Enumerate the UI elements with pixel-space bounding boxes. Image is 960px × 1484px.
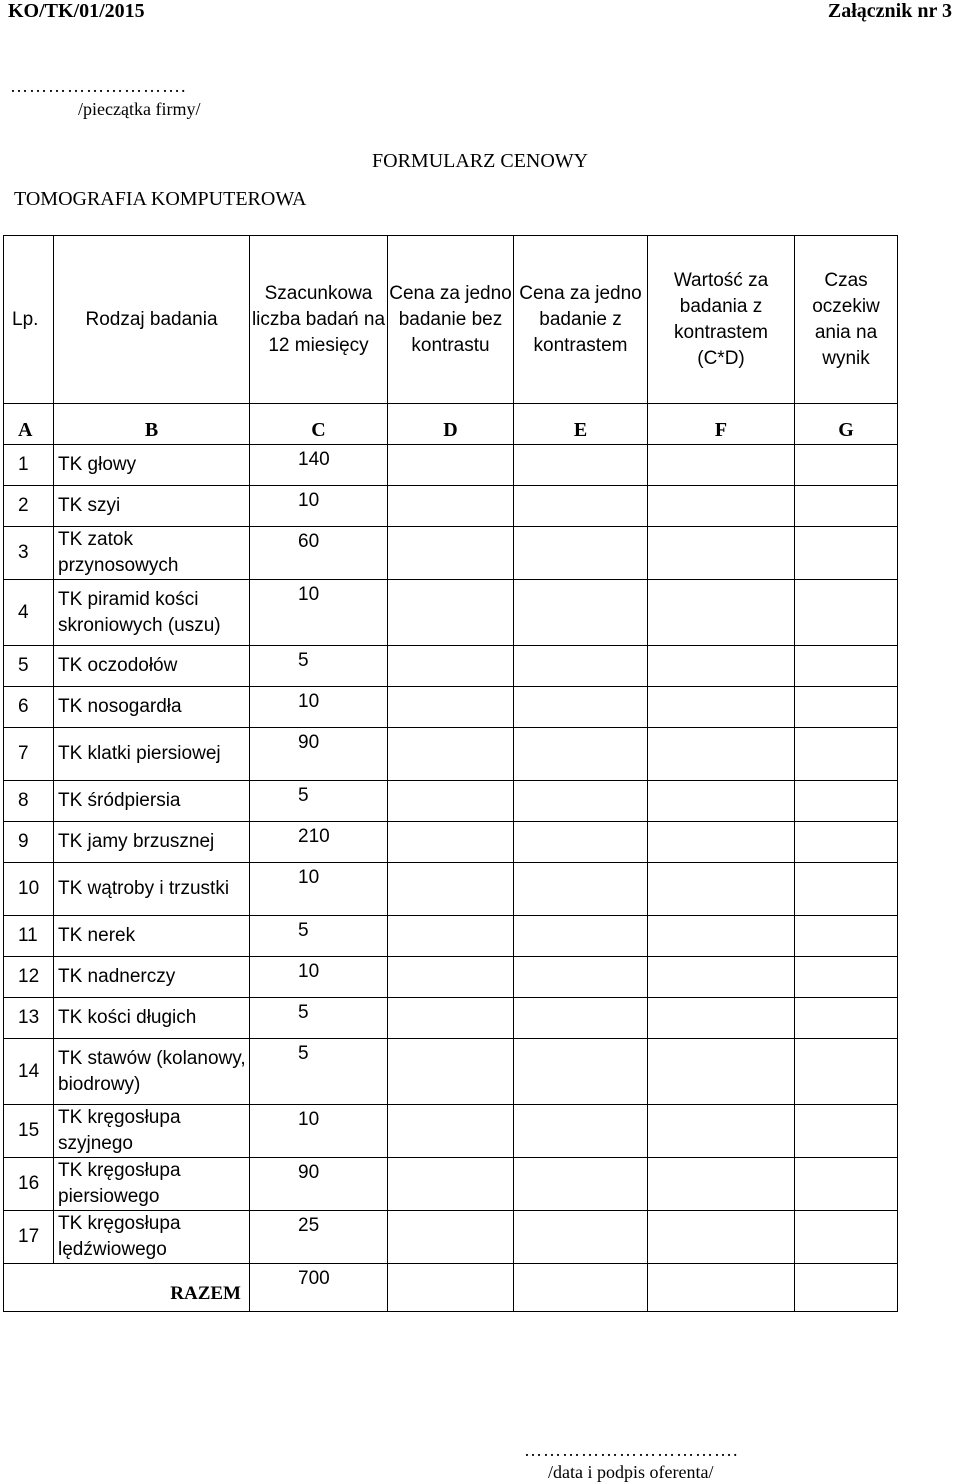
price-contrast-cell <box>514 687 648 728</box>
row-number: 14 <box>4 1039 54 1105</box>
value-cell <box>648 998 795 1039</box>
value-cell <box>648 646 795 687</box>
table-row <box>4 527 898 580</box>
price-no-contrast-cell <box>388 998 514 1039</box>
wait-time-cell <box>795 486 898 527</box>
value-cell <box>648 580 795 646</box>
row-number: 11 <box>4 916 54 957</box>
price-contrast-cell <box>514 445 648 486</box>
exam-name: TK klatki piersiowej <box>54 728 250 781</box>
exam-name: TK nadnerczy <box>54 957 250 998</box>
header-value: Wartość za badania z kontrastem (C*D) <box>648 236 795 404</box>
exam-name: TK kręgosłupa piersiowego <box>54 1158 250 1211</box>
stamp-dotted-line: ………………………. <box>10 76 187 96</box>
price-no-contrast-cell <box>388 687 514 728</box>
total-wait-time <box>795 1264 898 1312</box>
total-price-contrast <box>514 1264 648 1312</box>
exam-quantity: 25 <box>250 1211 388 1264</box>
price-no-contrast-cell <box>388 957 514 998</box>
column-letter: G <box>795 404 898 445</box>
column-letter: C <box>250 404 388 445</box>
row-number: 9 <box>4 822 54 863</box>
value-cell <box>648 957 795 998</box>
exam-quantity: 10 <box>250 687 388 728</box>
row-number: 4 <box>4 580 54 646</box>
exam-quantity: 90 <box>250 728 388 781</box>
table-row <box>4 646 898 687</box>
table-row <box>4 580 898 646</box>
price-no-contrast-cell <box>388 728 514 781</box>
value-cell <box>648 863 795 916</box>
header-lp: Lp. <box>4 236 54 404</box>
price-no-contrast-cell <box>388 863 514 916</box>
wait-time-cell <box>795 916 898 957</box>
table-row <box>4 781 898 822</box>
value-cell <box>648 1039 795 1105</box>
price-no-contrast-cell <box>388 1039 514 1105</box>
row-number: 13 <box>4 998 54 1039</box>
exam-quantity: 10 <box>250 863 388 916</box>
price-no-contrast-cell <box>388 1158 514 1211</box>
value-cell <box>648 728 795 781</box>
row-number: 6 <box>4 687 54 728</box>
header-wait-time: Czas oczekiw ania na wynik <box>795 236 898 404</box>
price-contrast-cell <box>514 957 648 998</box>
price-contrast-cell <box>514 916 648 957</box>
price-contrast-cell <box>514 646 648 687</box>
exam-quantity: 140 <box>250 445 388 486</box>
table-row <box>4 687 898 728</box>
exam-name: TK piramid kości skroniowych (uszu) <box>54 580 250 646</box>
row-number: 1 <box>4 445 54 486</box>
signature-label: /data i podpis oferenta/ <box>548 1462 714 1482</box>
price-contrast-cell <box>514 822 648 863</box>
column-letter: A <box>4 404 54 445</box>
price-no-contrast-cell <box>388 646 514 687</box>
wait-time-cell <box>795 687 898 728</box>
exam-quantity: 10 <box>250 1105 388 1158</box>
document-id: KO/TK/01/2015 <box>8 0 145 22</box>
row-number: 17 <box>4 1211 54 1264</box>
wait-time-cell <box>795 998 898 1039</box>
exam-quantity: 5 <box>250 646 388 687</box>
table-row <box>4 957 898 998</box>
stamp-label: /pieczątka firmy/ <box>78 99 201 119</box>
exam-name: TK wątroby i trzustki <box>54 863 250 916</box>
exam-quantity: 5 <box>250 781 388 822</box>
row-number: 7 <box>4 728 54 781</box>
price-no-contrast-cell <box>388 781 514 822</box>
annex-number: Załącznik nr 3 <box>827 0 952 22</box>
exam-name: TK nerek <box>54 916 250 957</box>
header-price-contrast: Cena za jedno badanie z kontrastem <box>514 236 648 404</box>
row-number: 15 <box>4 1105 54 1158</box>
wait-time-cell <box>795 445 898 486</box>
price-contrast-cell <box>514 580 648 646</box>
price-contrast-cell <box>514 1105 648 1158</box>
price-contrast-cell <box>514 1039 648 1105</box>
value-cell <box>648 1158 795 1211</box>
row-number: 8 <box>4 781 54 822</box>
exam-quantity: 90 <box>250 1158 388 1211</box>
total-price-no-contrast <box>388 1264 514 1312</box>
column-letter: F <box>648 404 795 445</box>
price-no-contrast-cell <box>388 916 514 957</box>
price-contrast-cell <box>514 1158 648 1211</box>
exam-name: TK stawów (kolanowy, biodrowy) <box>54 1039 250 1105</box>
value-cell <box>648 781 795 822</box>
table-row <box>4 1211 898 1264</box>
price-no-contrast-cell <box>388 527 514 580</box>
value-cell <box>648 527 795 580</box>
exam-name: TK oczodołów <box>54 646 250 687</box>
price-contrast-cell <box>514 728 648 781</box>
header-exam-type: Rodzaj badania <box>54 236 250 404</box>
form-title: FORMULARZ CENOWY <box>372 150 589 172</box>
row-number: 16 <box>4 1158 54 1211</box>
price-no-contrast-cell <box>388 1105 514 1158</box>
row-number: 10 <box>4 863 54 916</box>
value-cell <box>648 916 795 957</box>
value-cell <box>648 445 795 486</box>
column-letter: D <box>388 404 514 445</box>
wait-time-cell <box>795 1039 898 1105</box>
row-number: 2 <box>4 486 54 527</box>
wait-time-cell <box>795 863 898 916</box>
value-cell <box>648 486 795 527</box>
wait-time-cell <box>795 822 898 863</box>
exam-quantity: 10 <box>250 957 388 998</box>
table-row <box>4 1105 898 1158</box>
price-contrast-cell <box>514 998 648 1039</box>
signature-dotted-line: ……………………………. <box>524 1440 739 1460</box>
exam-quantity: 5 <box>250 998 388 1039</box>
row-number: 3 <box>4 527 54 580</box>
total-label: RAZEM <box>4 1264 250 1312</box>
exam-quantity: 5 <box>250 916 388 957</box>
value-cell <box>648 822 795 863</box>
table-row <box>4 863 898 916</box>
exam-name: TK jamy brzusznej <box>54 822 250 863</box>
price-contrast-cell <box>514 486 648 527</box>
wait-time-cell <box>795 580 898 646</box>
price-table <box>3 235 898 1312</box>
exam-name: TK szyi <box>54 486 250 527</box>
price-contrast-cell <box>514 781 648 822</box>
exam-quantity: 210 <box>250 822 388 863</box>
exam-name: TK kręgosłupa lędźwiowego <box>54 1211 250 1264</box>
exam-quantity: 10 <box>250 580 388 646</box>
wait-time-cell <box>795 728 898 781</box>
price-no-contrast-cell <box>388 580 514 646</box>
exam-quantity: 5 <box>250 1039 388 1105</box>
price-no-contrast-cell <box>388 1211 514 1264</box>
value-cell <box>648 1211 795 1264</box>
column-letter: E <box>514 404 648 445</box>
exam-name: TK śródpiersia <box>54 781 250 822</box>
section-title: TOMOGRAFIA KOMPUTEROWA <box>14 188 307 210</box>
wait-time-cell <box>795 646 898 687</box>
row-number: 12 <box>4 957 54 998</box>
exam-name: TK głowy <box>54 445 250 486</box>
wait-time-cell <box>795 1105 898 1158</box>
price-no-contrast-cell <box>388 822 514 863</box>
table-row <box>4 728 898 781</box>
header-price-no-contrast: Cena za jedno badanie bez kontrastu <box>388 236 514 404</box>
exam-name: TK kręgosłupa szyjnego <box>54 1105 250 1158</box>
table-row <box>4 445 898 486</box>
price-contrast-cell <box>514 1211 648 1264</box>
table-header-row <box>4 236 898 404</box>
value-cell <box>648 687 795 728</box>
wait-time-cell <box>795 1211 898 1264</box>
exam-name: TK kości długich <box>54 998 250 1039</box>
table-row <box>4 486 898 527</box>
exam-name: TK zatok przynosowych <box>54 527 250 580</box>
column-letters-row <box>4 404 898 445</box>
wait-time-cell <box>795 527 898 580</box>
wait-time-cell <box>795 1158 898 1211</box>
price-no-contrast-cell <box>388 486 514 527</box>
table-row <box>4 1039 898 1105</box>
total-quantity: 700 <box>250 1264 388 1312</box>
header-estimated-count: Szacunkowa liczba badań na 12 miesięcy <box>250 236 388 404</box>
row-number: 5 <box>4 646 54 687</box>
total-row <box>4 1264 898 1312</box>
wait-time-cell <box>795 957 898 998</box>
table-row <box>4 916 898 957</box>
column-letter: B <box>54 404 250 445</box>
exam-quantity: 10 <box>250 486 388 527</box>
exam-quantity: 60 <box>250 527 388 580</box>
table-row <box>4 1158 898 1211</box>
exam-name: TK nosogardła <box>54 687 250 728</box>
wait-time-cell <box>795 781 898 822</box>
table-row <box>4 822 898 863</box>
value-cell <box>648 1105 795 1158</box>
price-contrast-cell <box>514 863 648 916</box>
total-value <box>648 1264 795 1312</box>
price-no-contrast-cell <box>388 445 514 486</box>
table-row <box>4 998 898 1039</box>
price-contrast-cell <box>514 527 648 580</box>
